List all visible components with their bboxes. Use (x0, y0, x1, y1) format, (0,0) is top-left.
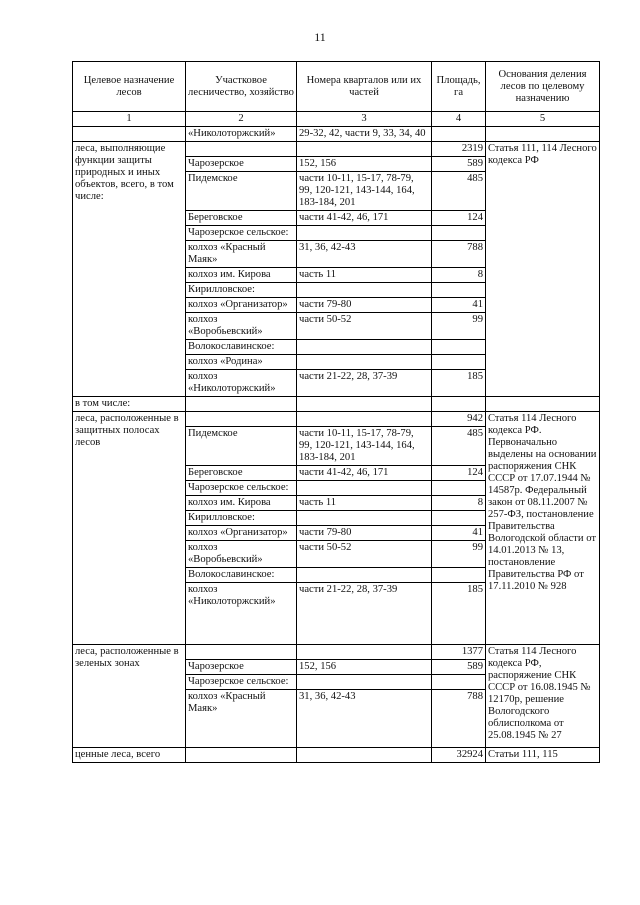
area-cell: 788 (432, 241, 486, 268)
quarters-cell: 31, 36, 42-43 (297, 241, 432, 268)
area-cell: 99 (432, 541, 486, 568)
area-cell (432, 481, 486, 496)
page-number: 11 (314, 30, 326, 44)
area-cell: 589 (432, 157, 486, 172)
purpose-cell: ценные леса, всего (73, 748, 186, 763)
quarters-cell (297, 748, 432, 763)
area-cell: 8 (432, 496, 486, 511)
quarters-cell (297, 675, 432, 690)
basis-cell: Статьи 111, 115 (486, 748, 600, 763)
area-cell: 485 (432, 172, 486, 211)
quarters-cell (297, 397, 432, 412)
quarters-cell: части 21-22, 28, 37-39 (297, 370, 432, 397)
forestry-cell: колхоз «Воробьевский» (186, 313, 297, 340)
area-cell (432, 226, 486, 241)
area-cell: 485 (432, 427, 486, 466)
quarters-cell (297, 481, 432, 496)
forestry-cell: Пидемское (186, 427, 297, 466)
area-cell (432, 283, 486, 298)
forestry-cell: колхоз «Красный Маяк» (186, 241, 297, 268)
column-number: 5 (486, 112, 600, 127)
table-row (73, 397, 600, 412)
quarters-cell: 31, 36, 42-43 (297, 690, 432, 748)
quarters-cell: части 41-42, 46, 171 (297, 211, 432, 226)
forestry-cell (186, 645, 297, 660)
column-number: 1 (73, 112, 186, 127)
column-number: 3 (297, 112, 432, 127)
forestry-cell: Береговское (186, 211, 297, 226)
area-cell: 99 (432, 313, 486, 340)
area-cell (432, 127, 486, 142)
purpose-cell: леса, расположенные в зеленых зонах (73, 645, 186, 748)
quarters-cell (297, 283, 432, 298)
area-cell (432, 340, 486, 355)
quarters-cell: части 10-11, 15-17, 78-79, 99, 120-121, 143-144, 164, 183-184, 201 (297, 427, 432, 466)
forestry-cell (186, 748, 297, 763)
forestry-cell: Чарозерское (186, 157, 297, 172)
area-cell (432, 675, 486, 690)
quarters-cell (297, 340, 432, 355)
quarters-cell: часть 11 (297, 268, 432, 283)
forestry-cell (186, 412, 297, 427)
quarters-cell (297, 568, 432, 583)
forestry-cell: Береговское (186, 466, 297, 481)
table-row (73, 645, 600, 660)
table-row (73, 127, 600, 142)
area-cell (432, 568, 486, 583)
forestry-cell: колхоз «Организатор» (186, 298, 297, 313)
forestry-cell: колхоз им. Кирова (186, 268, 297, 283)
area-cell: 2319 (432, 142, 486, 157)
area-cell: 589 (432, 660, 486, 675)
table-row (73, 142, 600, 157)
quarters-cell (297, 355, 432, 370)
forestry-cell: Чарозерское сельское: (186, 226, 297, 241)
forestry-cell: колхоз «Красный Маяк» (186, 690, 297, 748)
quarters-cell: части 41-42, 46, 171 (297, 466, 432, 481)
forestry-cell: Пидемское (186, 172, 297, 211)
header-basis: Основания деления лесов по целевому назначению (486, 62, 600, 112)
forestry-cell: колхоз им. Кирова (186, 496, 297, 511)
quarters-cell (297, 511, 432, 526)
quarters-cell: части 50-52 (297, 313, 432, 340)
column-number: 4 (432, 112, 486, 127)
purpose-cell: леса, выполняющие функции защиты природных и иных объектов, всего, в том числе: (73, 142, 186, 397)
forestry-cell: Кирилловское: (186, 511, 297, 526)
quarters-cell (297, 142, 432, 157)
area-cell: 41 (432, 298, 486, 313)
forestry-cell: «Николоторжский» (186, 127, 297, 142)
area-cell: 41 (432, 526, 486, 541)
purpose-cell: в том числе: (73, 397, 186, 412)
quarters-cell (297, 412, 432, 427)
area-cell: 788 (432, 690, 486, 748)
header-forestry: Участковое лесничество, хозяйство (186, 62, 297, 112)
basis-cell: Статья 111, 114 Лесного кодекса РФ (486, 142, 600, 397)
area-cell (432, 397, 486, 412)
forestry-cell: Кирилловское: (186, 283, 297, 298)
quarters-cell: 152, 156 (297, 157, 432, 172)
header-area: Площадь, га (432, 62, 486, 112)
forestry-cell: колхоз «Николоторжский» (186, 370, 297, 397)
quarters-cell: 152, 156 (297, 660, 432, 675)
quarters-cell: части 79-80 (297, 526, 432, 541)
quarters-cell (297, 645, 432, 660)
forestry-cell: колхоз «Воробьевский» (186, 541, 297, 568)
area-cell: 1377 (432, 645, 486, 660)
area-cell: 185 (432, 370, 486, 397)
forestry-cell: Волокославинское: (186, 568, 297, 583)
column-number: 2 (186, 112, 297, 127)
forestry-cell (186, 142, 297, 157)
quarters-cell: часть 11 (297, 496, 432, 511)
area-cell (432, 355, 486, 370)
area-cell (432, 511, 486, 526)
area-cell: 32924 (432, 748, 486, 763)
quarters-cell: части 79-80 (297, 298, 432, 313)
forestry-cell: колхоз «Родина» (186, 355, 297, 370)
quarters-cell: 29-32, 42, части 9, 33, 34, 40 (297, 127, 432, 142)
area-cell: 185 (432, 583, 486, 645)
quarters-cell: части 21-22, 28, 37-39 (297, 583, 432, 645)
quarters-cell (297, 226, 432, 241)
table-row (73, 748, 600, 763)
forestry-cell: Чарозерское (186, 660, 297, 675)
purpose-cell (73, 127, 186, 142)
forestry-cell (186, 397, 297, 412)
forestry-cell: Волокославинское: (186, 340, 297, 355)
area-cell: 124 (432, 466, 486, 481)
forestry-cell: Чарозерское сельское: (186, 481, 297, 496)
purpose-cell: леса, расположенные в защитных полосах лесов (73, 412, 186, 645)
basis-cell (486, 397, 600, 412)
header-quarters: Номера кварталов или их частей (297, 62, 432, 112)
forest-purpose-table (72, 61, 600, 763)
forestry-cell: колхоз «Николоторжский» (186, 583, 297, 645)
forestry-cell: колхоз «Организатор» (186, 526, 297, 541)
area-cell: 8 (432, 268, 486, 283)
basis-cell: Статья 114 Лесного кодекса РФ. Первоначально выделены на основании распоряжения СНК СССР от 17.07.1944 № 14587р. Федеральный закон от 08.11.2007 № 257-ФЗ, постановление Правительства Вологодской области от 14.01.2013 № 13, постановление Правительства РФ от 17.11.2010 № 928 (486, 412, 600, 645)
basis-cell: Статья 114 Лесного кодекса РФ, распоряжение СНК СССР от 16.08.1945 № 12170р, решение Вологодского облисполкома от 25.08.1945 № 27 (486, 645, 600, 748)
table-row (73, 412, 600, 427)
quarters-cell: части 10-11, 15-17, 78-79, 99, 120-121, 143-144, 164, 183-184, 201 (297, 172, 432, 211)
area-cell: 942 (432, 412, 486, 427)
forestry-cell: Чарозерское сельское: (186, 675, 297, 690)
column-number-row (73, 112, 600, 127)
basis-cell (486, 127, 600, 142)
header-purpose: Целевое назначение лесов (73, 62, 186, 112)
area-cell: 124 (432, 211, 486, 226)
quarters-cell: части 50-52 (297, 541, 432, 568)
header-row (73, 62, 600, 112)
